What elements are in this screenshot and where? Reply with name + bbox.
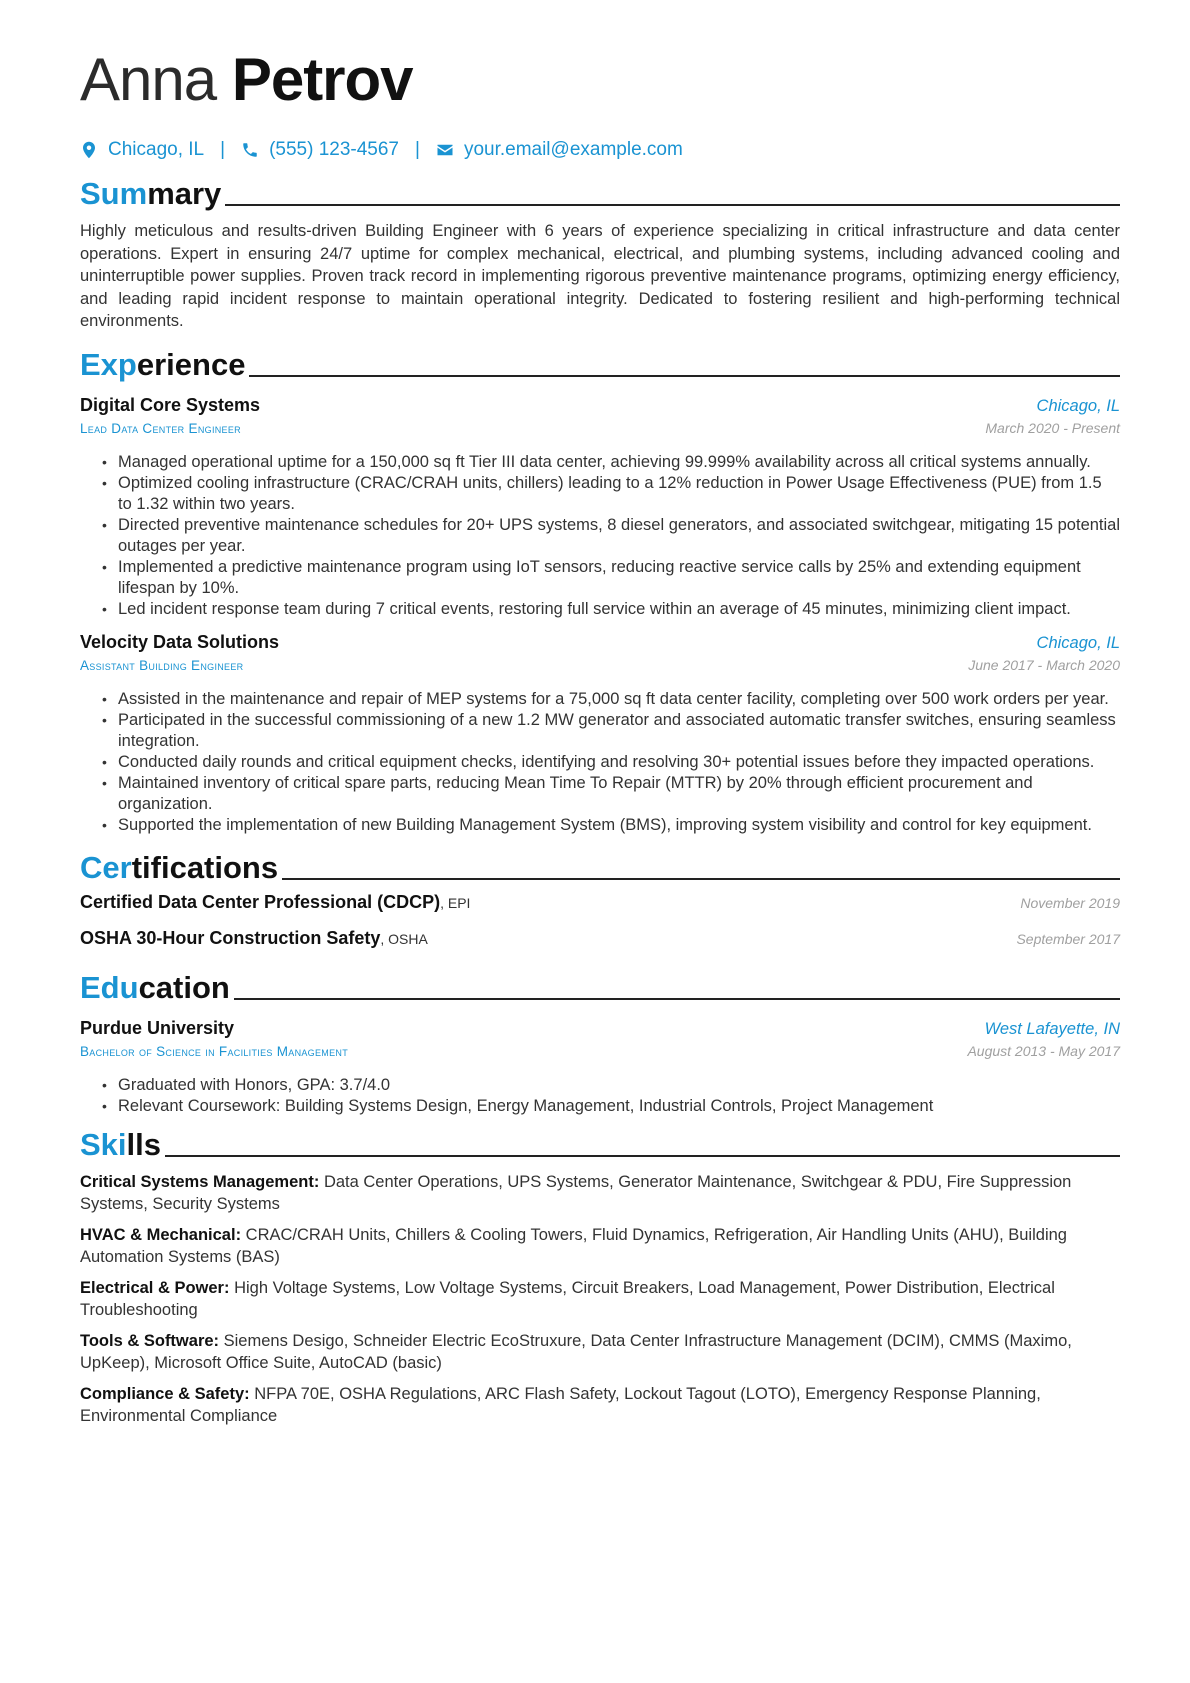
- list-item: • Managed operational uptime for a 150,000 sq ft Tier III data center, achieving 99.999% availability across all critical systems annually.: [118, 452, 1120, 473]
- section-skills-heading: Skills: [80, 1123, 1120, 1163]
- contact-phone[interactable]: [241, 139, 399, 161]
- resume-page: [80, 42, 1120, 1428]
- skill-text: CRAC/CRAH Units, Chillers & Cooling Towers, Fluid Dynamics, Refrigeration, Air Handling Units (AHU), Building Automation Systems (BAS): [80, 1225, 1067, 1266]
- skill-group: [80, 1224, 1120, 1269]
- skill-label: HVAC & Mechanical:: [80, 1225, 242, 1244]
- skill-label: Electrical & Power:: [80, 1278, 230, 1297]
- skill-group: [80, 1171, 1120, 1216]
- list-item: • Conducted daily rounds and critical equipment checks, identifying and resolving 30+ potential issues before they impacted operations.: [118, 752, 1120, 773]
- skill-text: NFPA 70E, OSHA Regulations, ARC Flash Safety, Lockout Tagout (LOTO), Emergency Response Planning, Environmental Compliance: [80, 1384, 1041, 1425]
- bullet-list: [80, 1075, 1120, 1117]
- skill-text: High Voltage Systems, Low Voltage Systems, Circuit Breakers, Load Management, Power Distribution, Electrical Troubleshooting: [80, 1278, 1055, 1319]
- bullet-list: [80, 452, 1120, 620]
- certification-entry: Certified Data Center Professional (CDCP), EPI November 2019: [80, 891, 1120, 912]
- section-education-heading: Education: [80, 966, 1120, 1006]
- skill-text: Siemens Desigo, Schneider Electric EcoStruxure, Data Center Infrastructure Management (DCIM), CMMS (Maximo, UpKeep), Microsoft Office Suite, AutoCAD (basic): [80, 1331, 1072, 1372]
- section-rule: [234, 998, 1120, 1000]
- contact-location: [80, 139, 204, 161]
- list-item: • Assisted in the maintenance and repair of MEP systems for a 75,000 sq ft data center facility, completing over 500 work orders per year.: [118, 689, 1120, 710]
- section-rule: [165, 1155, 1120, 1157]
- phone-text: (555) 123-4567: [269, 139, 399, 160]
- location-text: Chicago, IL: [108, 139, 205, 160]
- list-item: • Directed preventive maintenance schedules for 20+ UPS systems, 8 diesel generators, and associated switchgear, mitigating 15 potential outages per year.: [118, 515, 1120, 557]
- certification-entry: OSHA 30-Hour Construction Safety, OSHA September 2017: [80, 927, 1120, 948]
- school-location: West Lafayette, IN: [984, 1019, 1120, 1038]
- company-location: Chicago, IL: [1036, 396, 1120, 415]
- skill-label: Critical Systems Management:: [80, 1172, 320, 1191]
- last-name: Petrov: [231, 46, 413, 113]
- education-entry: [80, 1018, 1120, 1117]
- summary-text: Highly meticulous and results-driven Building Engineer with 6 years of experience specializing in critical infrastructure and data center operations. Expert in ensuring 24/7 uptime for complex mechanical, electrical, and plumbing systems, including advanced cooling and uninterruptible power supplies. Proven track record in implementing rigorous preventive maintenance programs, optimizing energy efficiency, and leading rapid incident response to maintain operational integrity. Dedicated to fostering resilient and high-performing technical environments.: [80, 222, 1120, 330]
- section-certifications-heading: Certifications: [80, 846, 1120, 886]
- list-item: • Led incident response team during 7 critical events, restoring full service within an average of 45 minutes, minimizing client impact.: [118, 599, 1120, 620]
- list-item: • Participated in the successful commissioning of a new 1.2 MW generator and associated automatic transfer switches, ensuring seamless integration.: [118, 710, 1120, 752]
- cert-name: Certified Data Center Professional (CDCP): [80, 891, 441, 912]
- contact-separator: |: [415, 139, 420, 160]
- contact-bar: [80, 136, 1120, 164]
- company-name: Velocity Data Solutions: [80, 631, 280, 652]
- map-pin-icon: [80, 141, 98, 159]
- contact-separator: |: [220, 139, 226, 160]
- skill-text: Data Center Operations, UPS Systems, Generator Maintenance, Switchgear & PDU, Fire Suppression Systems, Security Systems: [80, 1172, 1072, 1213]
- skill-group: [80, 1383, 1120, 1428]
- cert-issuer: OSHA: [388, 930, 428, 947]
- experience-entry: [80, 395, 1120, 620]
- section-rule: [249, 375, 1120, 377]
- skill-group: [80, 1277, 1120, 1322]
- job-title: Lead Data Center Engineer: [80, 420, 241, 436]
- section-experience-heading: Experience: [80, 343, 1120, 383]
- section-rule: [282, 878, 1120, 880]
- company-name: Digital Core Systems: [80, 394, 261, 415]
- phone-icon: [241, 141, 259, 159]
- skill-label: Tools & Software:: [80, 1331, 220, 1350]
- contact-email[interactable]: [436, 139, 683, 161]
- list-item: • Relevant Coursework: Building Systems Design, Energy Management, Industrial Controls, Project Management: [118, 1096, 1120, 1117]
- bullet-list: [80, 689, 1120, 836]
- list-item: • Maintained inventory of critical spare parts, reducing Mean Time To Repair (MTTR) by 20% through efficient procurement and organization.: [118, 773, 1120, 815]
- skill-label: Compliance & Safety:: [80, 1384, 250, 1403]
- skill-group: [80, 1330, 1120, 1375]
- experience-entry: [80, 632, 1120, 836]
- cert-name: OSHA 30-Hour Construction Safety: [80, 927, 381, 948]
- cert-issuer: EPI: [447, 894, 471, 911]
- full-name: [80, 42, 1120, 118]
- list-item: • Optimized cooling infrastructure (CRAC/CRAH units, chillers) leading to a 12% reduction in Power Usage Effectiveness (PUE) from 1.5 to 1.32 within two years.: [118, 473, 1120, 515]
- email-text: your.email@example.com: [463, 139, 683, 160]
- job-title: Assistant Building Engineer: [80, 657, 244, 673]
- company-location: Chicago, IL: [1036, 633, 1120, 652]
- job-dates: March 2020 - Present: [985, 419, 1120, 436]
- first-name: Anna: [80, 46, 217, 113]
- school-name: Purdue University: [80, 1017, 235, 1038]
- list-item: • Supported the implementation of new Building Management System (BMS), improving system visibility and control for key equipment.: [118, 815, 1120, 836]
- job-dates: June 2017 - March 2020: [968, 656, 1120, 673]
- degree: Bachelor of Science in Facilities Management: [80, 1043, 348, 1059]
- list-item: • Implemented a predictive maintenance program using IoT sensors, reducing reactive service calls by 25% and extending equipment lifespan by 10%.: [118, 557, 1120, 599]
- list-item: • Graduated with Honors, GPA: 3.7/4.0: [118, 1075, 1120, 1096]
- envelope-icon: [436, 141, 454, 159]
- education-dates: August 2013 - May 2017: [967, 1042, 1120, 1059]
- cert-date: September 2017: [1016, 930, 1120, 947]
- section-summary-heading: Summary: [80, 172, 1120, 212]
- cert-date: November 2019: [1020, 894, 1120, 911]
- section-rule: [225, 204, 1120, 206]
